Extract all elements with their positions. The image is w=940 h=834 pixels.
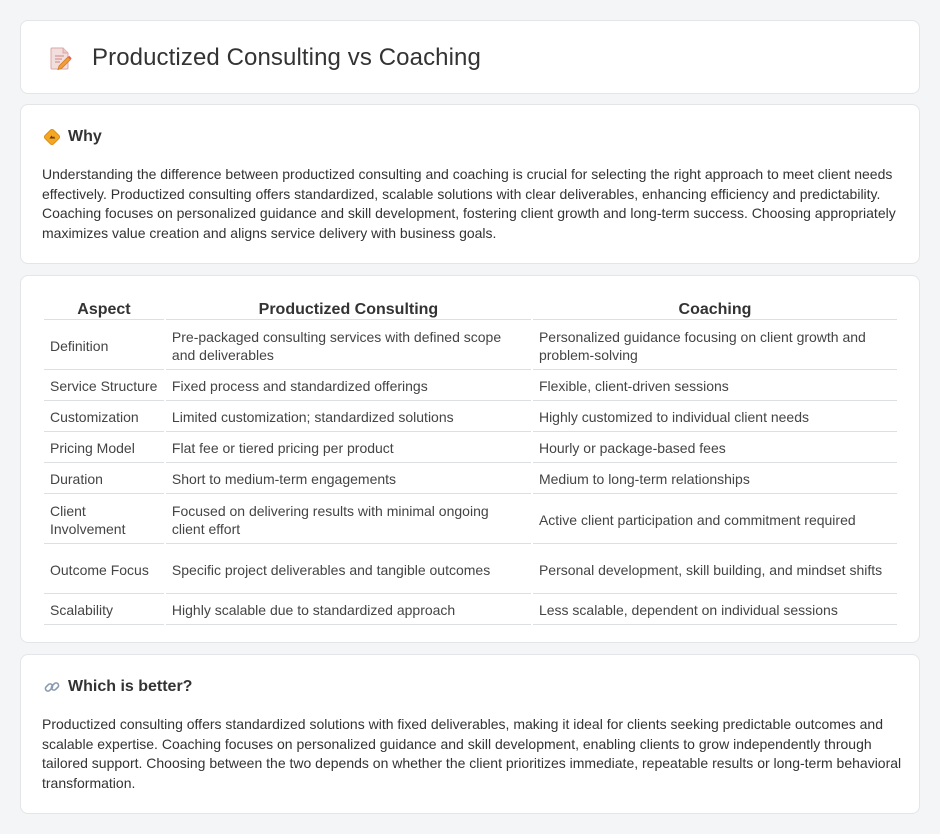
header-card xyxy=(20,20,920,94)
aspect-cell: Definition xyxy=(44,322,164,370)
productized-cell: Short to medium-term engagements xyxy=(166,465,531,494)
coaching-cell: Medium to long-term relationships xyxy=(533,465,897,494)
table-row xyxy=(44,496,897,544)
productized-cell: Focused on delivering results with minimal ongoing client effort xyxy=(166,496,531,544)
why-text: Understanding the difference between productized consulting and coaching is crucial for selecting the right approach to meet client needs effectively. Productized consulting offers standardized, scalable solutions with clear deliverables, enhancing efficiency and predictability. Coaching focuses on personalized guidance and skill development, fostering client growth and long-term success. Choosing appropriately maximizes value creation and aligns service delivery with business goals. xyxy=(42,166,896,241)
why-section xyxy=(20,104,920,264)
productized-cell: Limited customization; standardized solutions xyxy=(166,403,531,432)
coaching-cell: Hourly or package-based fees xyxy=(533,434,897,463)
table-row xyxy=(44,596,897,625)
diamond-sign-icon xyxy=(43,128,61,146)
productized-cell: Highly scalable due to standardized approach xyxy=(166,596,531,625)
aspect-cell: Client Involvement xyxy=(44,496,164,544)
productized-cell: Flat fee or tiered pricing per product xyxy=(166,434,531,463)
coaching-cell: Active client participation and commitment required xyxy=(533,496,897,544)
aspect-cell: Scalability xyxy=(44,596,164,625)
which-heading: Which is better? xyxy=(68,678,193,695)
comparison-table xyxy=(42,296,899,627)
page-title: Productized Consulting vs Coaching xyxy=(92,44,481,71)
coaching-cell: Personalized guidance focusing on client growth and problem-solving xyxy=(533,322,897,370)
table-row xyxy=(44,546,897,594)
coaching-cell: Personal development, skill building, and mindset shifts xyxy=(533,546,897,594)
which-heading-row xyxy=(43,676,192,698)
table-row xyxy=(44,403,897,432)
coaching-cell: Highly customized to individual client needs xyxy=(533,403,897,432)
column-header-productized-consulting: Productized Consulting xyxy=(166,298,531,320)
productized-cell: Specific project deliverables and tangible outcomes xyxy=(166,546,531,594)
aspect-cell: Duration xyxy=(44,465,164,494)
why-heading: Why xyxy=(68,128,102,145)
which-text: Productized consulting offers standardized solutions with fixed deliverables, making it ideal for clients seeking predictable outcomes and scalable expertise. Coaching focuses on personalized guidance and skill development, enabling clients to grow independently through tailored support. Choosing between the two depends on whether the client prioritizes immediate, repeatable results or long-term behavioral transformation. xyxy=(42,716,902,791)
productized-cell: Fixed process and standardized offerings xyxy=(166,372,531,401)
column-header-aspect: Aspect xyxy=(44,298,164,320)
column-header-coaching: Coaching xyxy=(533,298,897,320)
aspect-cell: Service Structure xyxy=(44,372,164,401)
table-row xyxy=(44,322,897,370)
document-pencil-icon xyxy=(47,45,73,71)
table-row xyxy=(44,434,897,463)
table-row xyxy=(44,465,897,494)
table-row xyxy=(44,372,897,401)
aspect-cell: Outcome Focus xyxy=(44,546,164,594)
aspect-cell: Pricing Model xyxy=(44,434,164,463)
why-heading-row xyxy=(43,126,102,148)
productized-cell: Pre-packaged consulting services with defined scope and deliverables xyxy=(166,322,531,370)
coaching-cell: Less scalable, dependent on individual sessions xyxy=(533,596,897,625)
comparison-table-section xyxy=(20,275,920,643)
which-section xyxy=(20,654,920,814)
aspect-cell: Customization xyxy=(44,403,164,432)
coaching-cell: Flexible, client-driven sessions xyxy=(533,372,897,401)
link-icon xyxy=(43,678,61,696)
table-header-row xyxy=(44,298,897,320)
